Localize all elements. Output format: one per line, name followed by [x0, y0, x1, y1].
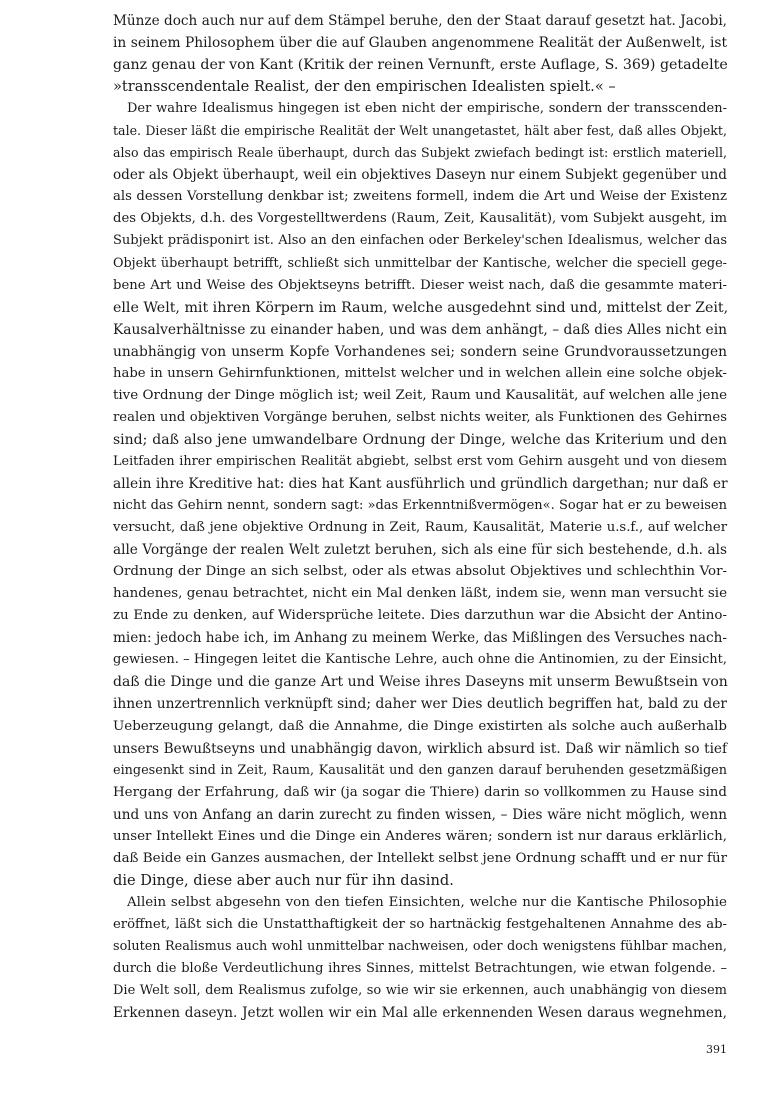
text-line: daß die Dinge und die ganze Art und Weise ihres Daseyns mit unserm Bewußtsein von [113, 674, 728, 691]
text-line: also das empirisch Reale überhaupt, durch das Subjekt zwiefach bedingt ist: erstlich materiell, [113, 145, 727, 161]
text-line: bene Art und Weise des Objektseyns betrifft. Dieser weist nach, daß die gesammte materi- [113, 277, 727, 293]
text-line: Allein selbst abgesehn von den tiefen Einsichten, welche nur die Kantische Philosophie [127, 894, 727, 910]
text-line: Die Welt soll, dem Realismus zufolge, so wie wir sie erkennen, auch unabhängig von diesem [113, 983, 727, 999]
text-line: zu Ende zu denken, auf Widersprüche leitete. Dies darzuthun war die Absicht der Antino- [113, 608, 727, 624]
text-line: Objekt überhaupt betrifft, schließt sich unmittelbar der Kantische, welcher die speciell gege- [113, 255, 727, 271]
text-line: alle Vorgänge der realen Welt zuletzt beruhen, sich als eine für sich bestehende, d.h. als [113, 542, 727, 559]
text-line: sind; daß also jene umwandelbare Ordnung der Dinge, welche das Kriterium und den [113, 431, 727, 448]
text-line: eingesenkt sind in Zeit, Raum, Kausalität und den ganzen darauf beruhenden gesetzmäßigen [113, 762, 727, 778]
text-line: Erkennen daseyn. Jetzt wollen wir ein Mal alle erkennenden Wesen daraus wegnehmen, [113, 1005, 727, 1022]
text-line: tale. Dieser läßt die empirische Realität der Welt unangetastet, hält aber fest, daß alles Objekt, [113, 123, 727, 139]
text-line: Ordnung der Dinge an sich selbst, oder als etwas absolut Objektives und schlechthin Vor- [113, 564, 727, 580]
text-line: oder als Objekt überhaupt, weil ein objektives Daseyn nur einem Subjekt gegenüber und [113, 167, 727, 184]
text-line: tive Ordnung der Dinge möglich ist; weil Zeit, Raum und Kausalität, auf welchen alle jene [113, 387, 727, 403]
page-number: 391 [706, 1043, 727, 1056]
text-line: durch die bloße Verdeutlichung ihres Sinnes, mittelst Betrachtungen, wie etwan folgende. – [113, 961, 727, 977]
text-line: unabhängig von unserm Kopfe Vorhandenes sei; sondern seine Grundvoraussetzungen [113, 343, 727, 360]
text-line: ganz genau der von Kant (Kritik der reinen Vernunft, erste Auflage, S. 369) getadelte [113, 57, 728, 74]
text-line: Leitfaden ihrer empirischen Realität abgiebt, selbst erst vom Gehirn ausgeht und von diesem [113, 453, 727, 469]
text-line: gewiesen. – Hingegen leitet die Kantische Lehre, auch ohne die Antinomien, zu der Einsicht, [113, 652, 727, 668]
text-line: unsers Bewußtseyns und unabhängig davon, wirklich absurd ist. Daß wir nämlich so tief [113, 740, 727, 757]
text-line: soluten Realismus auch wohl unmittelbar nachweisen, oder doch wenigstens fühlbar machen, [113, 938, 727, 954]
text-line: versucht, daß jene objektive Ordnung in Zeit, Raum, Kausalität, Materie u.s.f., auf welcher [113, 520, 727, 536]
text-line: die Dinge, diese aber auch nur für ihn dasind. [113, 871, 454, 889]
body-text [113, 10, 727, 1024]
text-line: handenes, genau betrachtet, nicht ein Mal denken läßt, indem sie, wenn man versucht sie [113, 586, 727, 602]
text-line: mien: jedoch habe ich, im Anhang zu meinem Werke, das Mißlingen des Versuches nach- [113, 630, 727, 647]
text-line: ihnen unzertrennlich verknüpft sind; daher wer Dies deutlich begriffen hat, bald zu der [113, 696, 727, 713]
text-line: Subjekt prädisponirt ist. Also an den einfachen oder Berkeley'schen Idealismus, welcher das [113, 233, 727, 249]
text-line: nicht das Gehirn nennt, sondern sagt: »das Erkenntnißvermögen«. Sogar hat er zu beweisen [113, 498, 727, 514]
text-line: »transscendentale Realist, der den empirischen Idealisten spielt.« – [113, 78, 616, 96]
text-line: unser Intellekt Eines und die Dinge ein Anderes wären; sondern ist nur daraus erklärlich, [113, 828, 727, 844]
text-line: und uns von Anfang an darin zurecht zu finden wissen, – Dies wäre nicht möglich, wenn [113, 806, 727, 823]
text-line: eröffnet, läßt sich die Unstatthaftigkeit der so hartnäckig festgehaltenen Annahme des ab- [113, 916, 727, 932]
text-line: Kausalverhältnisse zu einander haben, und was dem anhängt, – daß dies Alles nicht ein [113, 321, 727, 338]
text-line: daß Beide ein Ganzes ausmachen, der Intellekt selbst jene Ordnung schafft und er nur für [113, 850, 727, 866]
text-line: in seinem Philosophem über die auf Glauben angenommene Realität der Außenwelt, ist [113, 35, 727, 52]
text-line: Hergang der Erfahrung, daß wir (ja sogar die Thiere) darin so vollkommen zu Hause sind [113, 784, 727, 800]
text-line: allein ihre Kreditive hat: dies hat Kant ausführlich und gründlich dargethan; nur daß er [113, 475, 728, 492]
text-line: elle Welt, mit ihren Körpern im Raum, welche ausgedehnt sind und, mittelst der Zeit, [113, 299, 729, 316]
text-line: des Objekts, d.h. des Vorgestelltwerdens (Raum, Zeit, Kausalität), vom Subjekt ausgeht, im [113, 211, 727, 227]
text-line: Münze doch auch nur auf dem Stämpel beruhe, den der Staat darauf gesetzt hat. Jacobi, [113, 13, 727, 29]
text-line: Ueberzeugung gelangt, daß die Annahme, die Dinge existirten als solche auch außerhalb [113, 718, 727, 734]
text-line: realen und objektiven Vorgänge beruhen, selbst nichts weiter, als Funktionen des Gehirnes [113, 409, 727, 425]
text-line: habe in unsern Gehirnfunktionen, mittelst welcher und in welchen allein eine solche objek- [113, 365, 727, 381]
text-line: Der wahre Idealismus hingegen ist eben nicht der empirische, sondern der transscenden- [127, 101, 727, 117]
text-line: als dessen Vorstellung denkbar ist; zweitens formell, indem die Art und Weise der Existenz [113, 189, 727, 205]
